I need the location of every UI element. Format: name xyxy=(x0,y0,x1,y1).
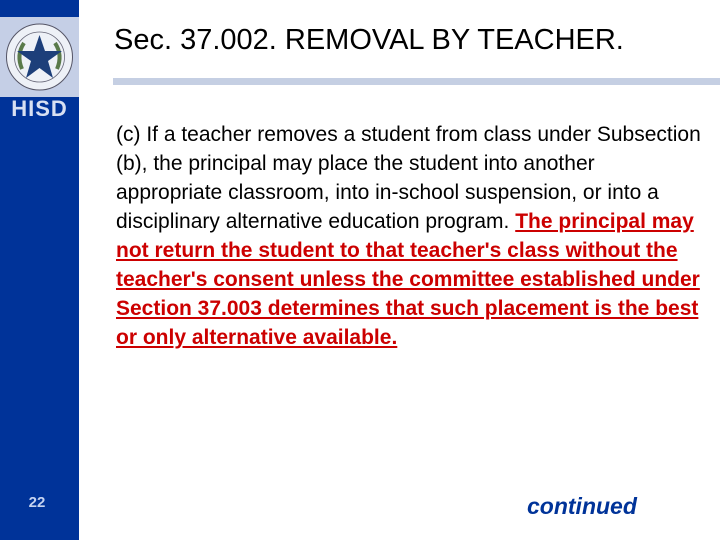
title-divider xyxy=(113,78,720,85)
body-emphasis-text: The principal may not return the student to that teacher's class without the teacher's consent unless the committee established under Section 37.003 determines that such placement is the best or only alternative available. xyxy=(116,210,700,349)
page-number: 22 xyxy=(28,494,46,511)
body-text: (c) If a teacher removes a student from class under Subsection (b), the principal may place the student into another appropriate classroom, into in-school suspension, or into a disciplinary alternative education program. xyxy=(116,123,701,233)
org-name: HISD xyxy=(11,96,68,121)
district-logo xyxy=(0,17,79,97)
continued-label: continued xyxy=(527,493,637,519)
sidebar xyxy=(0,0,79,540)
slide-title: Sec. 37.002. REMOVAL BY TEACHER. xyxy=(114,24,624,56)
star-seal-icon xyxy=(4,21,75,93)
slide-body xyxy=(116,120,706,352)
